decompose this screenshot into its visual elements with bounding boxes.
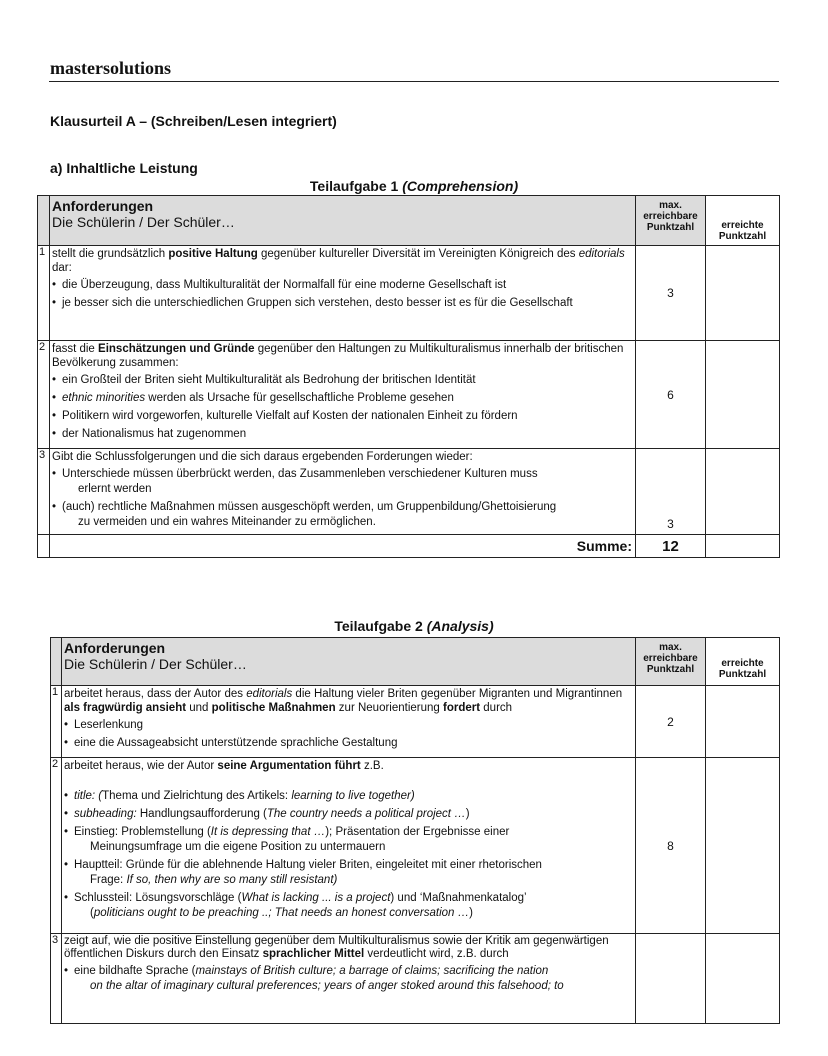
header-num-cell xyxy=(38,196,50,246)
achieved-points-cell[interactable] xyxy=(706,449,780,535)
bullet-item xyxy=(64,964,633,994)
sum-row xyxy=(38,535,780,558)
sum-num-cell xyxy=(38,535,50,558)
section-title: a) Inhaltliche Leistung xyxy=(50,160,198,176)
req-text: arbeitet heraus, dass der Autor des xyxy=(64,688,247,700)
bullet-item: • der Nationalismus hat zugenommen xyxy=(52,427,633,442)
bullet-item: • die Überzeugung, dass Multikulturalität der Normalfall für eine moderne Gesellschaft ist xyxy=(52,278,633,293)
req-text: die Haltung vieler Briten gegenüber Migranten und Migrantinnen xyxy=(292,688,623,700)
bullet-italic: If so, then why are so many still resistant) xyxy=(126,874,338,886)
bullet-text: Thema und Zielrichtung des Artikels: xyxy=(102,790,292,802)
table-row xyxy=(51,686,780,758)
bullet-italic: politicians ought to be preaching ..; That needs an honest conversation … xyxy=(93,907,470,919)
task2-title-prefix: Teilaufgabe 2 xyxy=(334,618,427,634)
achieved-points-cell[interactable] xyxy=(706,341,780,449)
bullet-item: • ein Großteil der Briten sieht Multikulturalität als Bedrohung der britischen Identität xyxy=(52,373,633,388)
req-text: Gibt die Schlussfolgerungen und die sich daraus ergebenden Forderungen wieder: xyxy=(52,451,473,463)
max-points: 6 xyxy=(636,341,706,449)
bullet-item xyxy=(52,467,633,497)
bullet-text: Hauptteil: Gründe für die ablehnende Haltung vieler Briten, eingeleitet mit einer rhetorischen xyxy=(74,859,542,871)
achieved-points-cell[interactable] xyxy=(706,758,780,934)
row-number: 1 xyxy=(51,686,62,758)
header-rule xyxy=(49,81,779,82)
req-text: fasst die xyxy=(52,343,99,355)
req-italic: editorials xyxy=(246,688,293,700)
req-bold: politische Maßnahmen xyxy=(211,702,336,714)
bullet-italic: The country needs a political project … xyxy=(266,808,466,820)
header-max-label: max. erreichbare Punktzahl xyxy=(643,642,698,675)
req-text: gegenüber den Haltungen zu Multikulturalismus innerhalb der britischen Bevölkerung zusammen: xyxy=(52,343,624,369)
task1-title-prefix: Teilaufgabe 1 xyxy=(309,178,403,194)
row-number: 3 xyxy=(38,449,50,535)
header-req-cell xyxy=(50,196,636,246)
requirement-cell xyxy=(62,686,636,758)
task1-title xyxy=(0,178,828,194)
req-text: zur Neuorientierung xyxy=(335,702,444,714)
header-achieved-cell xyxy=(706,196,780,246)
bullet-item xyxy=(52,500,633,530)
row-number: 2 xyxy=(38,341,50,449)
bullet-italic: title: ( xyxy=(74,790,103,802)
requirement-cell xyxy=(50,246,636,341)
bullet-item: • Politikern wird vorgeworfen, kulturelle Vielfalt auf Kosten der nationalen Einheit zu fördern xyxy=(52,409,633,424)
table-row xyxy=(51,934,780,1024)
req-text: dar: xyxy=(52,262,72,274)
bullet-text: Schlussteil: Lösungsvorschläge ( xyxy=(74,892,242,904)
task1-title-paren: (Comprehension) xyxy=(402,178,519,194)
requirement-cell xyxy=(50,341,636,449)
bullet-text: (auch) rechtliche Maßnahmen müssen ausgeschöpft werden, um Gruppenbildung/Ghettoisierung xyxy=(62,501,557,513)
bullet-item xyxy=(64,807,633,822)
bullet-text: ); Präsentation der Ergebnisse einer xyxy=(325,826,510,838)
table-row xyxy=(38,449,780,535)
header-max-cell xyxy=(636,638,706,686)
header-max-label: max. erreichbare Punktzahl xyxy=(643,200,698,233)
header-req-sub: Die Schülerin / Der Schüler… xyxy=(52,214,235,230)
part-title: Klausurteil A – (Schreiben/Lesen integriert) xyxy=(50,113,337,129)
max-points: 3 xyxy=(636,449,706,535)
bullet-item xyxy=(64,891,633,921)
header-num-cell xyxy=(51,638,62,686)
header-achieved-cell xyxy=(706,638,780,686)
max-points-cell xyxy=(636,934,706,1024)
bullet-item: • Leserlenkung xyxy=(64,718,633,733)
req-text: arbeitet heraus, wie der Autor xyxy=(64,760,218,772)
row-number: 3 xyxy=(51,934,62,1024)
req-bold: sprachlicher Mittel xyxy=(262,948,365,960)
req-italic: editorials xyxy=(578,248,625,260)
bullet-continuation: zu vermeiden und ein wahres Miteinander zu ermöglichen. xyxy=(78,516,376,528)
header-achieved-label: erreichte Punktzahl xyxy=(718,658,767,680)
bullet-continuation: erlernt werden xyxy=(78,483,152,495)
requirement-cell xyxy=(62,934,636,1024)
bullet-text: ) xyxy=(469,907,473,919)
table-row xyxy=(38,341,780,449)
header-req-sub: Die Schülerin / Der Schüler… xyxy=(64,656,247,672)
header-max-cell xyxy=(636,196,706,246)
table-row xyxy=(38,246,780,341)
req-text: durch xyxy=(480,702,513,714)
bullet-text: ) und ‘Maßnahmenkatalog’ xyxy=(390,892,527,904)
achieved-points-cell[interactable] xyxy=(706,686,780,758)
req-text: stellt die grundsätzlich xyxy=(52,248,169,260)
req-text: z.B. xyxy=(360,760,384,772)
header-req-cell xyxy=(62,638,636,686)
bullet-item xyxy=(64,789,633,804)
bullet-item: • je besser sich die unterschiedlichen Gruppen sich verstehen, desto besser ist es für die Gesellschaft xyxy=(52,296,633,311)
bullet-text: Handlungsaufforderung ( xyxy=(136,808,267,820)
bullet-item xyxy=(52,391,633,406)
bullet-italic: mainstays of British culture; a barrage of claims; sacrificing the nation xyxy=(195,965,549,977)
bullet-continuation: Meinungsumfrage um die eigene Position zu untermauern xyxy=(90,841,386,853)
header-req-main: Anforderungen xyxy=(52,198,154,214)
req-text: und xyxy=(186,702,212,714)
bullet-continuation: Frage: xyxy=(90,874,127,886)
task2-title-paren: (Analysis) xyxy=(426,618,494,634)
bullet-text: Unterschiede müssen überbrückt werden, das Zusammenleben verschiedener Kulturen muss xyxy=(62,468,538,480)
max-points: 2 xyxy=(636,686,706,758)
row-number: 2 xyxy=(51,758,62,934)
brand-logo-text: mastersolutions xyxy=(50,58,171,78)
bullet-continuation: ( xyxy=(90,907,94,919)
requirement-cell xyxy=(62,758,636,934)
row-number: 1 xyxy=(38,246,50,341)
bullet-text: ) xyxy=(465,808,470,820)
bullet-item xyxy=(64,825,633,855)
bullet-continuation: on the altar of imaginary cultural preferences; years of anger stoked around this falsehood; to xyxy=(90,980,564,992)
bullet-item: • eine die Aussageabsicht unterstützende sprachliche Gestaltung xyxy=(64,736,633,751)
sum-achieved-cell[interactable] xyxy=(706,535,780,558)
task1-table xyxy=(37,195,780,558)
table-row xyxy=(51,758,780,934)
achieved-points-cell[interactable] xyxy=(706,934,780,1024)
req-bold: Einschätzungen und Gründe xyxy=(98,343,255,355)
sum-label: Summe: xyxy=(50,535,636,558)
bullet-item xyxy=(64,858,633,888)
achieved-points-cell[interactable] xyxy=(706,246,780,341)
header-req-main: Anforderungen xyxy=(64,640,166,656)
task2-table xyxy=(50,637,780,1024)
req-bold: positive Haltung xyxy=(168,248,258,260)
max-points: 8 xyxy=(636,758,706,934)
bullet-italic: subheading: xyxy=(74,808,137,820)
req-text: verdeutlicht wird, z.B. durch xyxy=(364,948,509,960)
max-points: 3 xyxy=(636,246,706,341)
bullet-text: Einstieg: Problemstellung ( xyxy=(74,826,211,838)
req-text: gegenüber kultureller Diversität im Vereinigten Königreich des xyxy=(257,248,579,260)
bullet-italic: It is depressing that … xyxy=(210,826,326,838)
bullet-italic: ethnic minorities xyxy=(62,392,146,404)
sum-value: 12 xyxy=(636,535,706,558)
bullet-text: werden als Ursache für gesellschaftliche Probleme gesehen xyxy=(145,392,454,404)
bullet-text: eine bildhafte Sprache ( xyxy=(74,965,196,977)
req-bold: als fragwürdig ansieht xyxy=(64,702,187,714)
requirement-cell xyxy=(50,449,636,535)
bullet-italic: What is lacking ... is a project xyxy=(241,892,391,904)
task2-title xyxy=(0,618,828,634)
req-bold: seine Argumentation führt xyxy=(217,760,361,772)
req-bold: fordert xyxy=(443,702,481,714)
req-text: zeigt auf, wie die positive Einstellung gegenüber dem Multikulturalismus sowie der Kritik am gegenwärtigen öffentlichen Diskurs durch den Einsatz xyxy=(64,935,609,960)
bullet-italic: learning to live together) xyxy=(291,790,415,802)
header-achieved-label: erreichte Punktzahl xyxy=(718,220,767,242)
